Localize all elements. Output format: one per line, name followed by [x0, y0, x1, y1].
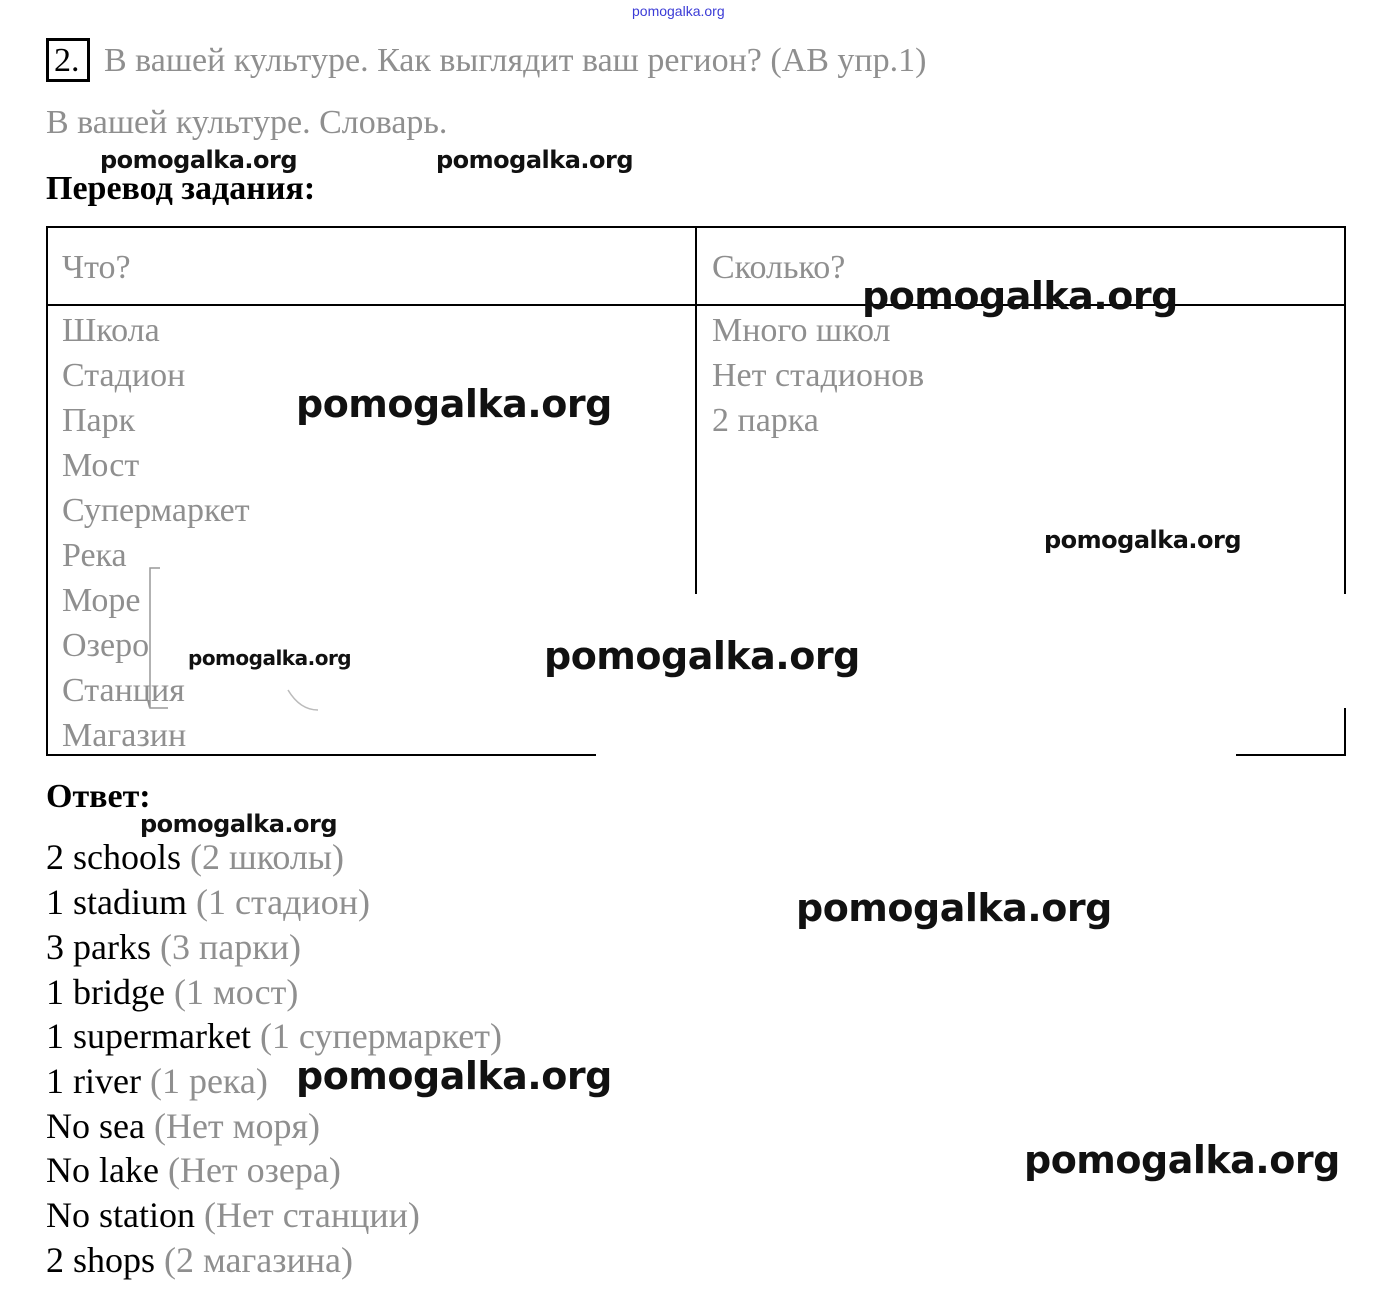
answer-ru: (1 супермаркет): [259, 1016, 502, 1056]
answer-en: 3 parks: [46, 927, 151, 967]
list-item: Парк: [62, 402, 136, 439]
answer-en: 2 shops: [46, 1240, 156, 1280]
watermark: pomogalka.org: [436, 146, 634, 174]
list-item: Станция: [62, 672, 185, 709]
answer-ru: (2 школы): [190, 837, 345, 877]
answer-line: [46, 926, 301, 968]
watermark: pomogalka.org: [796, 886, 1112, 930]
task-number: [54, 42, 80, 80]
list-item: Река: [62, 537, 127, 574]
answer-line: [46, 1194, 420, 1236]
answer-ru: (Нет станции): [204, 1195, 420, 1235]
watermark: pomogalka.org: [544, 634, 860, 678]
answer-en: No lake: [46, 1150, 159, 1190]
watermark: pomogalka.org: [140, 810, 338, 838]
watermark: pomogalka.org: [296, 382, 612, 426]
table-right-border-upper: [1344, 226, 1346, 594]
watermark: pomogalka.org: [296, 1054, 612, 1098]
answer-ru: (3 парки): [159, 927, 301, 967]
watermark: pomogalka.org: [100, 146, 298, 174]
answer-line: [46, 836, 344, 878]
translation-heading: Перевод задания:: [46, 170, 316, 207]
answer-ru: (Нет озера): [167, 1150, 341, 1190]
answer-line: [46, 881, 370, 923]
answer-ru: (1 стадион): [196, 882, 370, 922]
answer-line: [46, 1015, 502, 1057]
answer-ru: (1 мост): [173, 972, 299, 1012]
table-header-what: Что?: [62, 249, 131, 286]
answer-ru: (Нет моря): [153, 1106, 320, 1146]
answer-en: 1 stadium: [46, 882, 187, 922]
scan-artifact: [140, 560, 340, 720]
answer-ru: (1 река): [149, 1061, 268, 1101]
list-item: 2 парка: [712, 402, 819, 439]
table-middle-border: [695, 226, 697, 594]
task-number-suffix: .: [71, 42, 80, 79]
top-watermark: pomogalka.org: [632, 3, 725, 19]
answer-ru: (2 магазина): [164, 1240, 353, 1280]
answer-en: 2 schools: [46, 837, 181, 877]
answer-line: [46, 1105, 320, 1147]
task-subtitle: В вашей культуре. Словарь.: [46, 104, 448, 141]
answer-line: [46, 1239, 353, 1281]
table-header-how-many: Сколько?: [712, 249, 846, 286]
list-item: Супермаркет: [62, 492, 250, 529]
list-item: Море: [62, 582, 141, 619]
task-number-digit: 2: [54, 42, 71, 79]
watermark: pomogalka.org: [1044, 526, 1242, 554]
answer-line: [46, 1060, 268, 1102]
table-bottom-border-right: [1236, 754, 1346, 756]
answer-en: 1 bridge: [46, 972, 165, 1012]
list-item: Мост: [62, 447, 140, 484]
list-item: Озеро: [62, 627, 150, 664]
list-item: Нет стадионов: [712, 357, 925, 394]
list-item: Стадион: [62, 357, 186, 394]
watermark: pomogalka.org: [188, 646, 352, 670]
list-item: Много школ: [712, 312, 891, 349]
table-right-border-lower: [1344, 708, 1346, 756]
list-item: Магазин: [62, 717, 187, 754]
table-left-border: [46, 226, 48, 756]
list-item: Школа: [62, 312, 160, 349]
table-right-column: [712, 308, 924, 443]
watermark: pomogalka.org: [862, 274, 1178, 318]
answer-en: No sea: [46, 1106, 145, 1146]
answer-line: [46, 1149, 341, 1191]
answer-en: 1 supermarket: [46, 1016, 251, 1056]
answer-en: No station: [46, 1195, 195, 1235]
answer-en: 1 river: [46, 1061, 141, 1101]
task-title: В вашей культуре. Как выглядит ваш регион? (АВ упр.1): [104, 42, 927, 79]
answer-heading: Ответ:: [46, 778, 151, 815]
watermark: pomogalka.org: [1024, 1138, 1340, 1182]
answer-line: [46, 971, 298, 1013]
